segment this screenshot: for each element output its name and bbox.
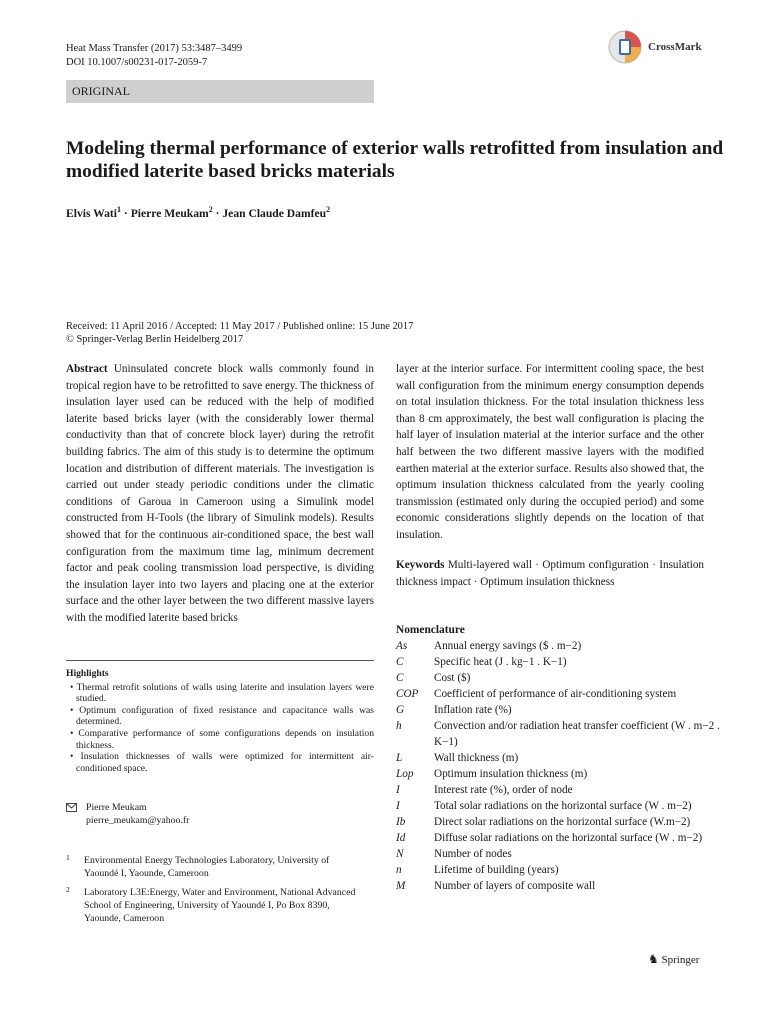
nomenclature-row	[396, 638, 726, 654]
nomenclature-symbol: G	[396, 704, 405, 716]
correspondence	[66, 801, 374, 827]
author-affiliation-mark: 2	[208, 205, 213, 214]
article-title: Modeling thermal performance of exterior walls retrofitted from insulation and modified laterite based bricks materials	[66, 138, 724, 182]
author-name[interactable]: Elvis Wati	[66, 206, 118, 220]
highlight-item: • Insulation thicknesses of walls were optimized for intermittent air-conditioned space.	[70, 751, 374, 774]
nomenclature-description: Inflation rate (%)	[434, 704, 512, 716]
nomenclature-row	[396, 814, 726, 830]
author-name[interactable]: Jean Claude Damfeu	[222, 206, 327, 220]
nomenclature-symbol: h	[396, 720, 402, 732]
journal-citation: Heat Mass Transfer (2017) 53:3487–3499	[66, 43, 243, 54]
nomenclature-symbol: C	[396, 656, 404, 668]
nomenclature-description: Convection and/or radiation heat transfer coefficient (W . m−2 . K−1)	[434, 720, 720, 748]
abstract-label: Abstract	[66, 363, 108, 375]
nomenclature-row	[396, 750, 726, 766]
keywords-label: Keywords	[396, 559, 445, 571]
crossmark-label[interactable]: CrossMark	[648, 41, 702, 53]
nomenclature-symbol: As	[396, 640, 408, 652]
highlight-item: • Optimum configuration of fixed resistance and capacitance walls was determined.	[70, 704, 374, 728]
nomenclature-symbol: N	[396, 848, 404, 860]
nomenclature-symbol: L	[396, 752, 403, 764]
affiliation	[66, 854, 356, 880]
affiliation	[66, 886, 356, 925]
author-affiliation-mark: 2	[326, 205, 331, 214]
author-name[interactable]: Pierre Meukam	[130, 206, 209, 220]
abstract-column-left	[66, 361, 374, 627]
nomenclature-row	[396, 686, 726, 702]
publication-history	[66, 320, 706, 346]
affiliation-number: 1	[66, 853, 70, 862]
publisher-mark	[648, 952, 699, 967]
abstract-text-part1: Uninsulated concrete block walls commonly found in tropical region have to be retrofitted to save energy. The thickness of insulation layer used can be reduced with the help of modified laterite based bricks layer (with the considerably lower thermal conductivity than that of concrete block layer) during the retrofit building fabrics. The aim of this study is to determine the optimum location and distribution of different materials. The investigation is carried out under steady periodic conditions under the climatic conditions of Garoua in Cameroon using a Simulink model constructed from H-Tools (the library of Simulink models). Results showed that for the continuous air-conditioned space, the best wall configuration from the maximum time lag, minimum decrement factor and peak cooling transmission load perspective, is dividing the insulation layer into two layers and placing one at the exterior surface and the other layer between the two different massive layers with the modified laterite based bricks	[66, 363, 374, 624]
nomenclature-description: Coefficient of performance of air-conditioning system	[434, 688, 677, 700]
nomenclature-description: Annual energy savings ($ . m−2)	[434, 640, 582, 652]
nomenclature-symbol: I	[396, 800, 400, 812]
highlights-divider	[66, 660, 374, 661]
nomenclature-description: Diffuse solar radiations on the horizontal surface (W . m−2)	[434, 832, 703, 844]
nomenclature-description: Number of nodes	[434, 848, 512, 860]
nomenclature-row	[396, 702, 726, 718]
author-separator: ·	[212, 206, 223, 220]
envelope-icon	[66, 803, 77, 812]
author-affiliation-mark: 1	[117, 205, 122, 214]
nomenclature-row	[396, 878, 726, 894]
nomenclature-row	[396, 782, 726, 798]
highlights-box	[66, 668, 374, 774]
nomenclature-row	[396, 798, 726, 814]
author-list	[66, 205, 330, 220]
keywords	[396, 557, 704, 590]
nomenclature-symbol: C	[396, 672, 404, 684]
highlight-item: • Comparative performance of some configurations depends on insulation thickness.	[70, 727, 374, 751]
journal-reference	[66, 42, 242, 70]
nomenclature-description: Interest rate (%), order of node	[434, 784, 573, 796]
affiliation-number: 2	[66, 885, 70, 894]
author-separator: ·	[121, 206, 131, 220]
nomenclature-description: Lifetime of building (years)	[434, 864, 559, 876]
highlight-item: • Thermal retrofit solutions of walls using laterite and insulation layers were studied.	[70, 681, 374, 705]
nomenclature-symbol: Ib	[396, 816, 406, 828]
nomenclature-list	[396, 638, 726, 894]
nomenclature-description: Number of layers of composite wall	[434, 880, 596, 892]
springer-horse-icon: ♞	[648, 952, 659, 966]
affiliation-text: Environmental Energy Technologies Laboratory, University of Yaoundé I, Yaounde, Cameroon	[84, 855, 330, 879]
doi[interactable]: DOI 10.1007/s00231-017-2059-7	[66, 57, 208, 68]
nomenclature-row	[396, 830, 726, 846]
nomenclature-description: Total solar radiations on the horizontal surface (W . m−2)	[434, 800, 692, 812]
corresponding-author-name: Pierre Meukam	[86, 802, 147, 813]
nomenclature-row	[396, 862, 726, 878]
nomenclature-row	[396, 670, 726, 686]
nomenclature-symbol: COP	[396, 688, 419, 700]
keywords-text: Multi-layered wall · Optimum configuration · Insulation thickness impact · Optimum insulation thickness	[396, 559, 705, 588]
nomenclature-symbol: n	[396, 864, 402, 876]
nomenclature-description: Optimum insulation thickness (m)	[434, 768, 588, 780]
nomenclature-description: Wall thickness (m)	[434, 752, 519, 764]
nomenclature-row	[396, 846, 726, 862]
affiliation-text: Laboratory L3E:Energy, Water and Environment, National Advanced School of Engineering, University of Yaoundé I, Po Box 8390, Yaounde, Cameroon	[84, 887, 356, 924]
nomenclature-row	[396, 654, 726, 670]
nomenclature-title: Nomenclature	[396, 624, 465, 636]
abstract-column-right: layer at the interior surface. For intermittent cooling space, the best wall configuration from the minimum energy consumption depends on total insulation thickness. For the total insulation thickness less than 8 cm approximately, the best wall configuration is placing the half layer of insulation material at the interior surface and the other half between the two different massive layers with the modified earthen material at the exterior surface. Results also showed that, the optimum insulation thickness calculated from the yearly cooling transmission (estimated only during the occupied period) and some economic considerations slightly depends on the location of that insulation.	[396, 363, 704, 541]
highlights-label: Highlights	[66, 668, 109, 679]
crossmark-icon	[608, 30, 642, 64]
copyright-line: © Springer-Verlag Berlin Heidelberg 2017	[66, 334, 244, 345]
publisher-name: Springer	[661, 954, 700, 966]
corresponding-author-email[interactable]: pierre_meukam@yahoo.fr	[86, 815, 190, 826]
nomenclature-symbol: Lop	[396, 768, 414, 780]
nomenclature-symbol: Id	[396, 832, 406, 844]
article-type: ORIGINAL	[72, 84, 130, 98]
nomenclature-symbol: M	[396, 880, 406, 892]
nomenclature-row	[396, 718, 726, 750]
nomenclature-description: Specific heat (J . kg−1 . K−1)	[434, 656, 567, 668]
nomenclature-description: Cost ($)	[434, 672, 471, 684]
nomenclature-row	[396, 766, 726, 782]
nomenclature-description: Direct solar radiations on the horizontal surface (W.m−2)	[434, 816, 691, 828]
history-dates: Received: 11 April 2016 / Accepted: 11 May 2017 / Published online: 15 June 2017	[66, 321, 414, 332]
nomenclature-symbol: I	[396, 784, 400, 796]
